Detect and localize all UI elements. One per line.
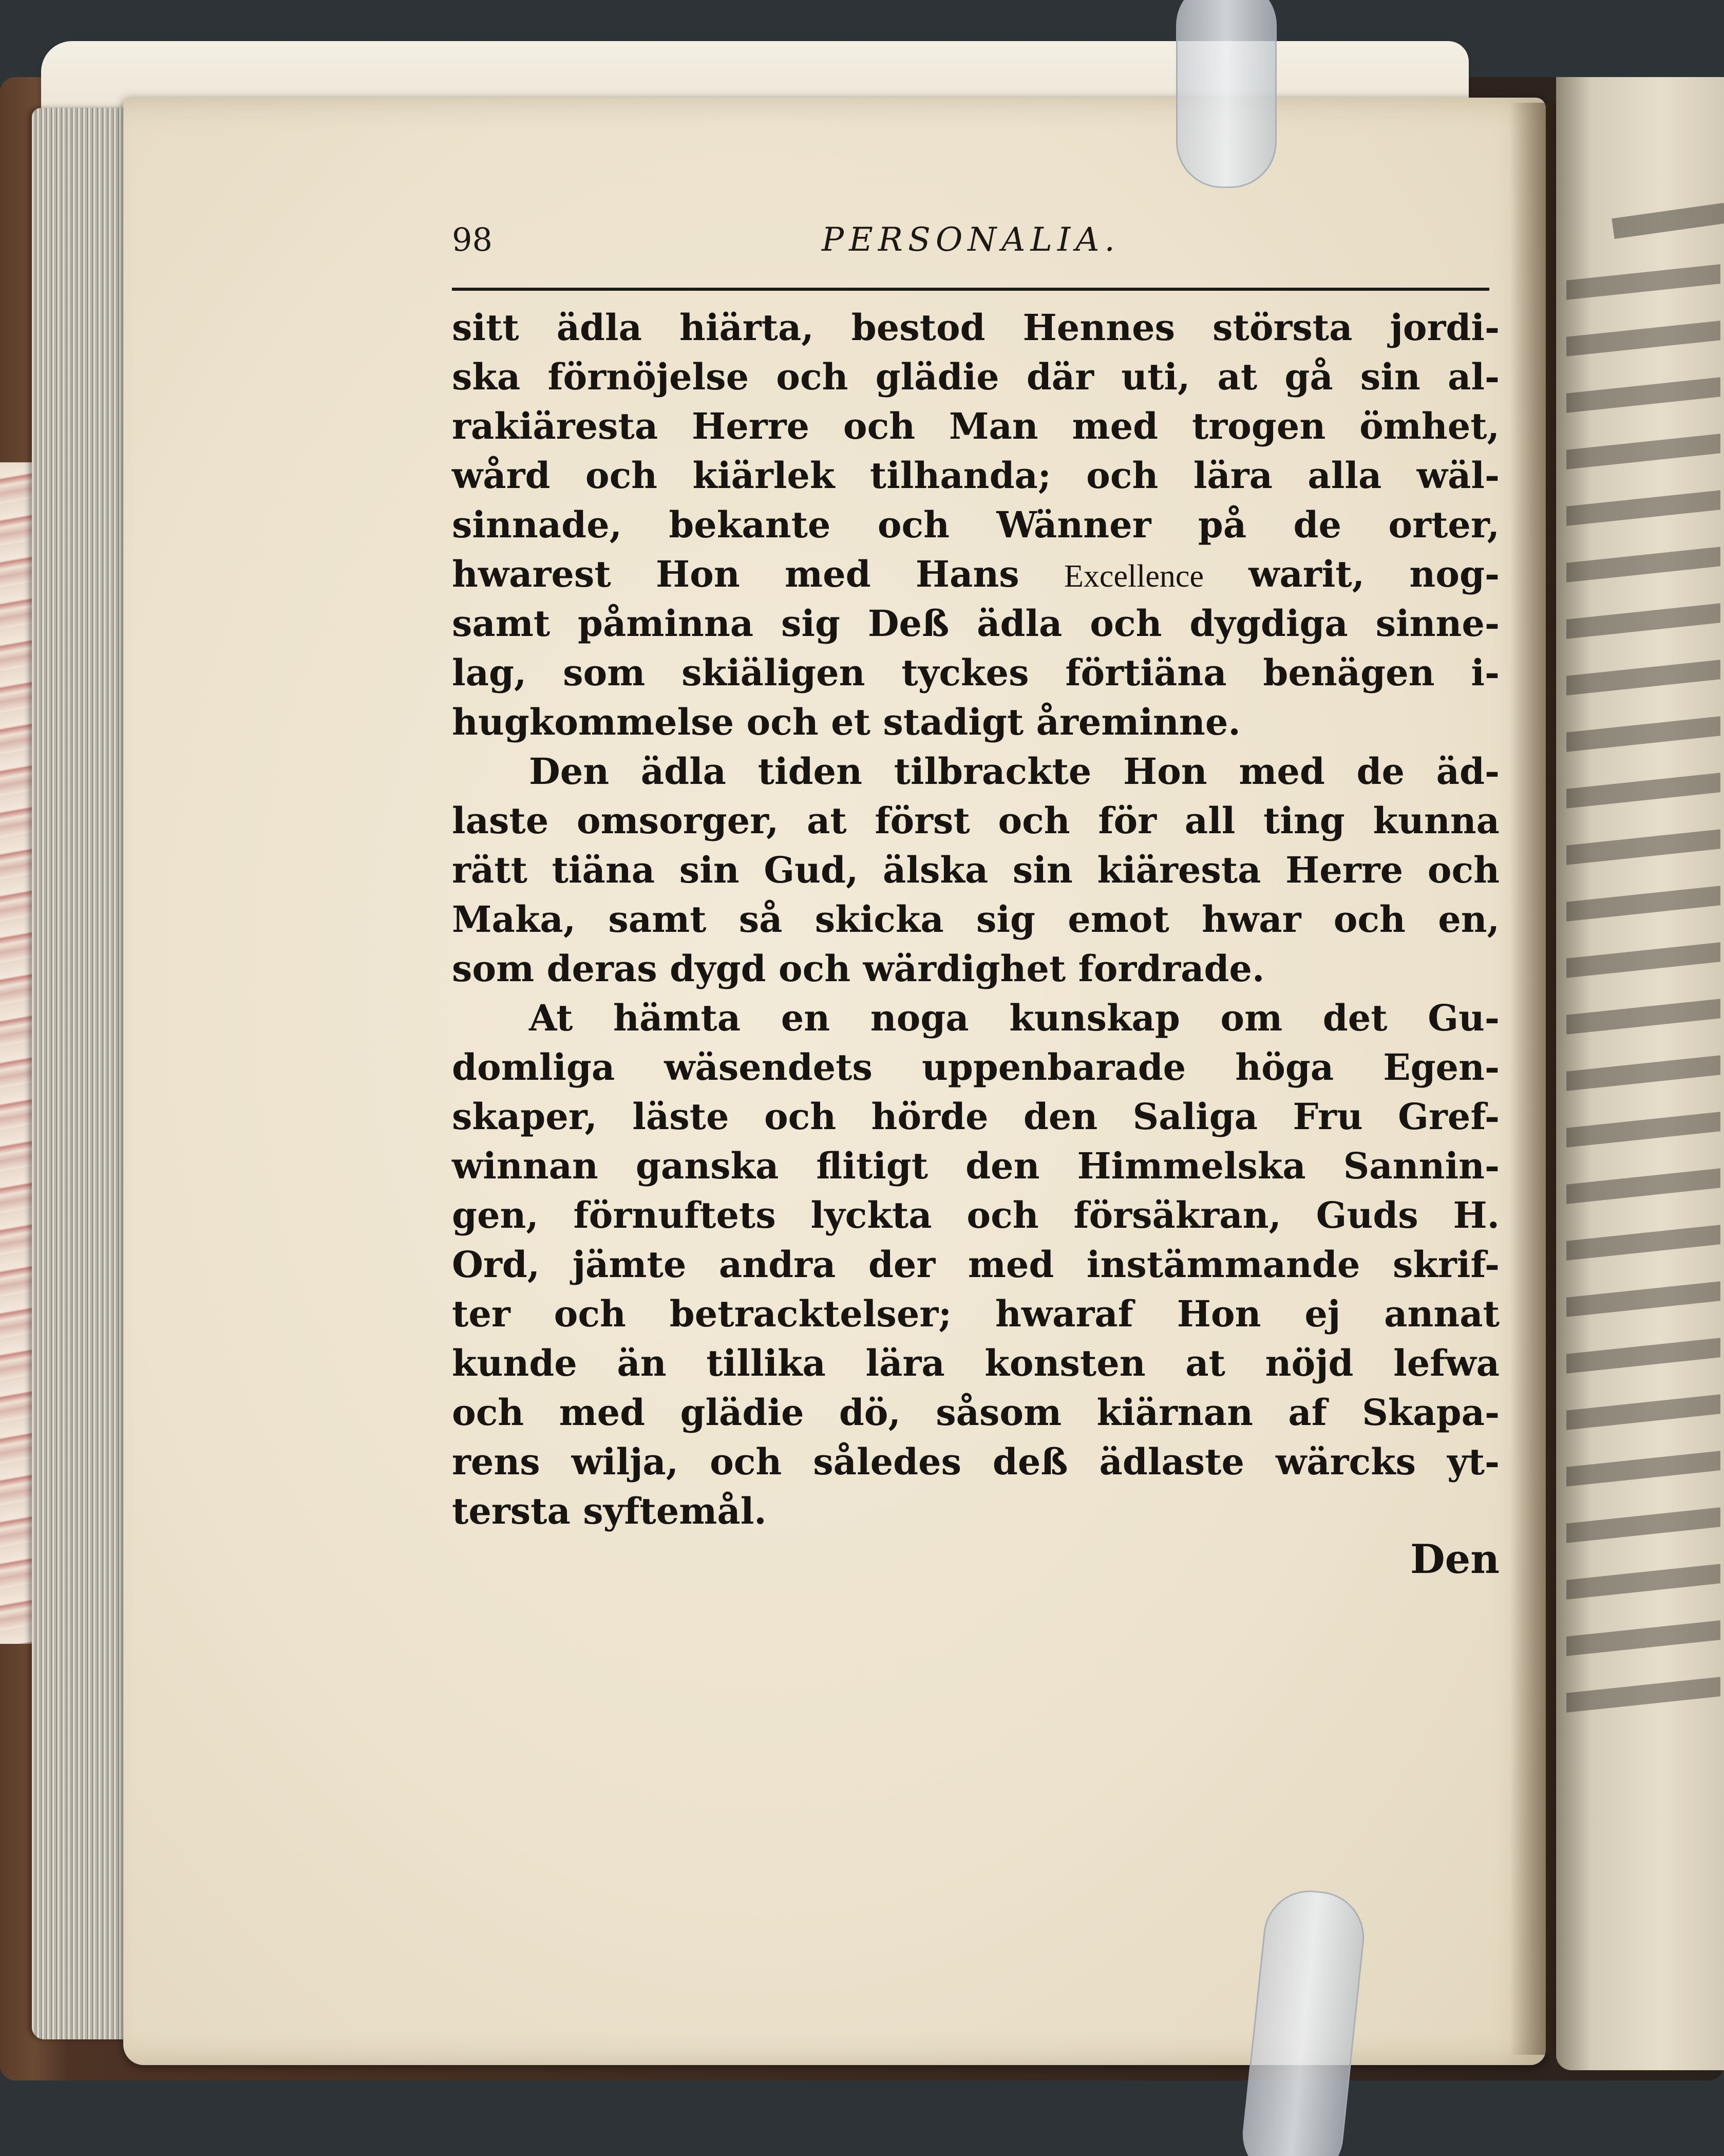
paragraph-start-line: Den ädla tiden tilbrackte Hon med de äd- (529, 750, 1500, 793)
paragraph-start-line: At hämta en noga kunskap om det Gu- (529, 997, 1500, 1039)
page-number: 98 (452, 221, 492, 258)
text-line: laste omsorger, at först och för all ting kunna (452, 799, 1500, 842)
excellence-word: Excellence (1064, 559, 1204, 594)
text-line: ska förnöjelse och glädie där uti, at gå sin al- (452, 355, 1500, 398)
recto-text-block (1566, 264, 1720, 1745)
text-line: rätt tiäna sin Gud, älska sin kiäresta Herre och (452, 849, 1500, 891)
running-title: PERSONALIA. (822, 221, 1120, 259)
text-line: wård och kiärlek tilhanda; och lära alla wäl- (452, 454, 1500, 497)
text-line: som deras dygd och wärdighet fordrade. (452, 947, 1265, 990)
catchword: Den (1410, 1536, 1500, 1583)
text-line: ter och betracktelser; hwaraf Hon ej annat (452, 1292, 1500, 1335)
text-line: rakiäresta Herre och Man med trogen ömhet, (452, 405, 1500, 447)
text-line: hugkommelse och et stadigt åreminne. (452, 701, 1241, 743)
text-line: skaper, läste och hörde den Saliga Fru Gref- (452, 1095, 1500, 1138)
text-line: sitt ädla hiärta, bestod Hennes största jordi- (452, 306, 1500, 349)
body-text (452, 303, 1500, 1592)
text-line: Ord, jämte andra der med instämmande skrif- (452, 1243, 1500, 1286)
text-line: gen, förnuftets lyckta och försäkran, Guds H. (452, 1194, 1500, 1236)
text-line: Maka, samt så skicka sig emot hwar och en, (452, 898, 1500, 941)
text-line: rens wilja, och således deß ädlaste wärcks yt- (452, 1440, 1500, 1483)
text-line: winnan ganska flitigt den Himmelska Sannin- (452, 1145, 1500, 1187)
text-line: kunde än tillika lära konsten at nöjd lefwa (452, 1342, 1500, 1384)
recto-page-partial (1556, 77, 1724, 2070)
page-holder-clip-top (1176, 0, 1277, 188)
text-line-head: hwarest Hon med Hans (452, 553, 1019, 595)
text-line: samt påminna sig Deß ädla och dygdiga sinne- (452, 602, 1500, 645)
recto-running-head (1612, 203, 1724, 239)
text-line: och med glädie dö, såsom kiärnan af Skapa- (452, 1391, 1500, 1434)
text-line-tail: warit, nog- (1248, 553, 1500, 595)
running-head (452, 221, 1489, 267)
text-line: tersta syftemål. (452, 1490, 767, 1532)
text-line: lag, som skiäligen tyckes förtiäna benägen i- (452, 651, 1500, 694)
header-rule (452, 288, 1489, 291)
text-line: sinnade, bekante och Wänner på de orter, (452, 503, 1500, 546)
text-line-excellence (452, 550, 1500, 599)
text-line: domliga wäsendets uppenbarade höga Egen- (452, 1046, 1500, 1089)
